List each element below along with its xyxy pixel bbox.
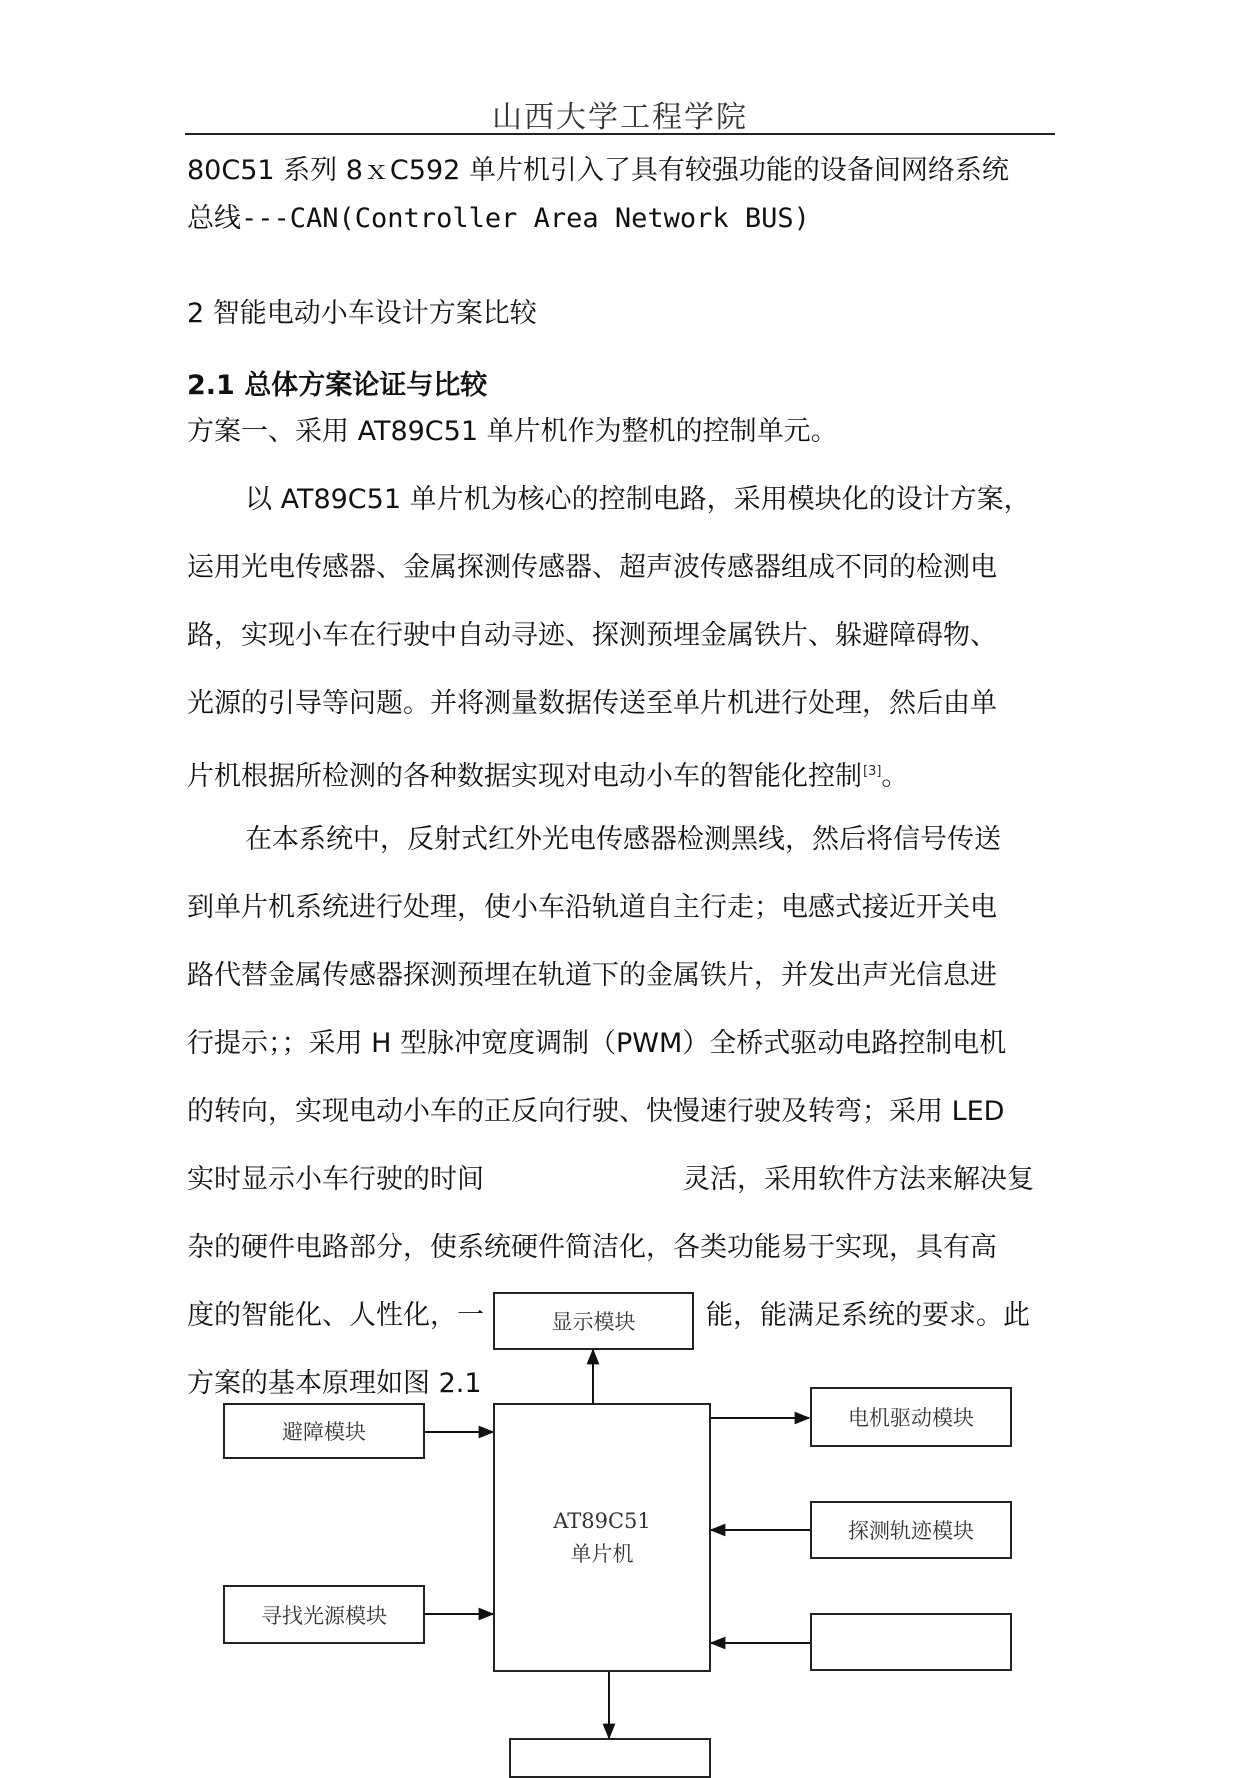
motor-drive-module-box: 电机驱动模块 — [810, 1387, 1012, 1447]
body-line-2: 总线---CAN(Controller Area Network BUS) — [187, 203, 810, 234]
bottom-module-box — [509, 1738, 711, 1778]
mcu-box — [493, 1403, 711, 1672]
section-heading-2-1: 2.1 总体方案论证与比较 — [187, 370, 488, 401]
body-line-para2-6a: 实时显示小车行驶的时间 — [187, 1164, 484, 1195]
body-period: 。 — [881, 761, 909, 792]
light-seek-module-box: 寻找光源模块 — [223, 1585, 425, 1644]
header-rule — [185, 133, 1055, 135]
body-line-para1-5 — [187, 754, 1057, 795]
track-detect-module-box: 探测轨迹模块 — [810, 1501, 1012, 1559]
mcu-label-model: AT89C51 — [553, 1508, 651, 1533]
body-line-1: 80C51 系列 8ｘC592 单片机引入了具有较强功能的设备间网络系统 — [187, 155, 1009, 186]
body-line-para1-3: 路，实现小车在行驶中自动寻迹、探测预埋金属铁片、躲避障碍物、 — [187, 620, 997, 651]
mcu-label-name: 单片机 — [570, 1541, 634, 1566]
display-module-box: 显示模块 — [493, 1292, 694, 1350]
body-line-para2-3: 路代替金属传感器探测预埋在轨道下的金属铁片，并发出声光信息进 — [187, 960, 997, 991]
body-line-para1-2: 运用光电传感器、金属探测传感器、超声波传感器组成不同的检测电 — [187, 552, 997, 583]
body-line-para2-4: 行提示；；采用 H 型脉冲宽度调制（PWM）全桥式驱动电路控制电机 — [187, 1028, 1007, 1059]
section-heading-2: 2 智能电动小车设计方案比较 — [187, 298, 537, 329]
body-line-para2-9: 方案的基本原理如图 2.1 — [187, 1368, 482, 1399]
page-header-title: 山西大学工程学院 — [492, 100, 748, 135]
body-line-plan-one: 方案一、采用 AT89C51 单片机作为整机的控制单元。 — [187, 416, 838, 447]
body-line-para2-6b: 灵活，采用软件方法来解决复 — [683, 1164, 1034, 1195]
body-line-para2-1: 在本系统中，反射式红外光电传感器检测黑线，然后将信号传送 — [245, 824, 1001, 855]
avoid-obstacle-module-box: 避障模块 — [223, 1403, 425, 1459]
body-line-para2-7: 杂的硬件电路部分，使系统硬件简洁化，各类功能易于实现，具有高 — [187, 1232, 997, 1263]
body-line-para1-4: 光源的引导等问题。并将测量数据传送至单片机进行处理，然后由单 — [187, 688, 997, 719]
body-line-para2-8a: 度的智能化、人性化，一 — [187, 1300, 484, 1331]
unlabeled-module-box — [810, 1613, 1012, 1671]
body-line-para1-5-text: 片机根据所检测的各种数据实现对电动小车的智能化控制 — [187, 761, 862, 792]
citation-ref: [3] — [863, 764, 882, 779]
body-line-para2-2: 到单片机系统进行处理，使小车沿轨道自主行走；电感式接近开关电 — [187, 892, 997, 923]
body-line-para1-1: 以 AT89C51 单片机为核心的控制电路，采用模块化的设计方案， — [245, 484, 1031, 515]
body-line-para2-8b: 能，能满足系统的要求。此 — [706, 1300, 1030, 1331]
body-line-para2-5: 的转向，实现电动小车的正反向行驶、快慢速行驶及转弯；采用 LED — [187, 1096, 1005, 1127]
